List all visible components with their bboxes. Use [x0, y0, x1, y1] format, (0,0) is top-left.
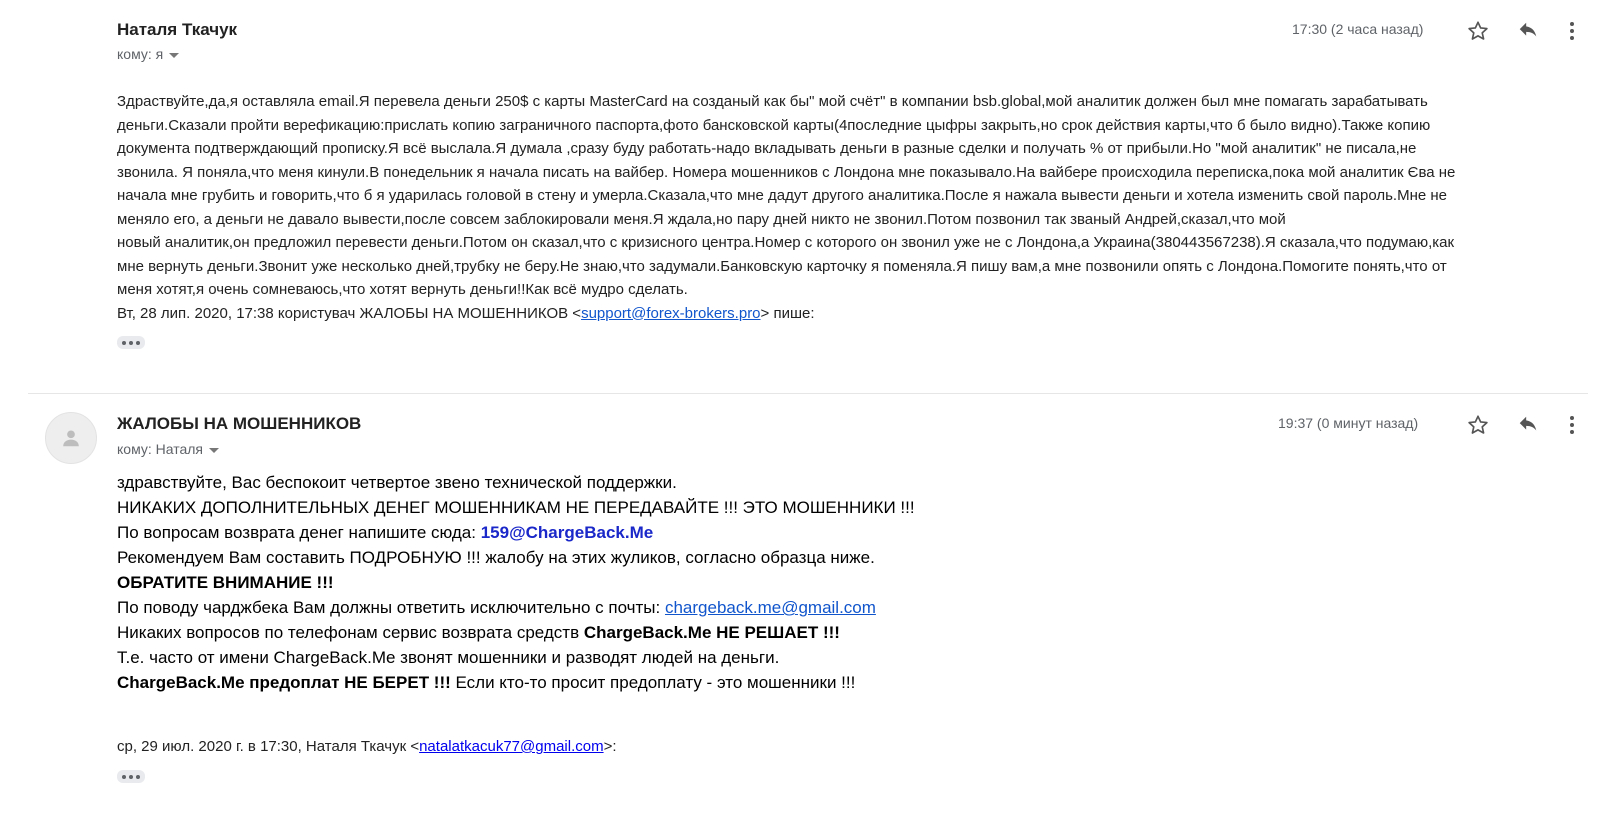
- body-text: По поводу чарджбека Вам должны ответить исключительно с почты:: [117, 598, 665, 617]
- reply-icon: [1516, 414, 1540, 436]
- body-line: Рекомендуем Вам составить ПОДРОБНУЮ !!! жалобу на этих жуликов, согласно образца ниже.: [117, 548, 875, 567]
- body-text: По вопросам возврата денег напишите сюда:: [117, 523, 481, 542]
- recipient-line[interactable]: [117, 46, 179, 62]
- message-time: 19:37 (0 минут назад): [1278, 415, 1419, 431]
- recipient-line[interactable]: [117, 441, 219, 457]
- recipient-label: кому: Наталя: [117, 441, 204, 457]
- more-horizontal-icon: [122, 341, 126, 345]
- body-line: звонила. Я поняла,что меня кинули.В понедельник я начала писать на вайбер. Номера мошенников с Лондона мне показывало.На вайбере происходила переписка,пока мой аналитик Єва не: [117, 163, 1456, 181]
- star-icon: [1467, 414, 1489, 436]
- body-line: меняло его, а деньги не давало вывести,после совсем заблокировали меня.Я ждала,но пару дней никто не звонил.Потом позвонил так званый Андрей,сказал,что мой: [117, 210, 1286, 228]
- chargeback-email-link[interactable]: chargeback.me@gmail.com: [664, 598, 876, 617]
- show-trimmed-content-button[interactable]: [117, 336, 145, 349]
- body-line: Т.е. часто от имени ChargeBack.Me звонят мошенники и разводят людей на деньги.: [117, 648, 780, 667]
- more-options-button[interactable]: [1562, 16, 1582, 46]
- more-options-button[interactable]: [1562, 410, 1582, 440]
- show-trimmed-content-button[interactable]: [117, 770, 145, 783]
- body-line: меня хотят,я очень сомневаюсь,что хотят вернуть деньги!!Как всё мудро сделать.: [117, 281, 688, 298]
- body-line: начала мне грубить и говорить,что б я ударилась головой в стену и умерла.Сказала,что мне дадут другого аналитика.После я нажала вывести деньги и хотела изменить свой пароль.Мне не: [117, 187, 1447, 204]
- quote-header: [117, 302, 1577, 326]
- body-line: [117, 670, 1317, 695]
- avatar[interactable]: [45, 412, 97, 464]
- reply-button[interactable]: [1512, 410, 1544, 440]
- quote-prefix: Вт, 28 лип. 2020, 17:38 користувач ЖАЛОБЫ НА МОШЕННИКОВ <: [117, 304, 582, 322]
- person-icon: [60, 427, 82, 449]
- quote-suffix: >:: [603, 738, 617, 755]
- sender-name[interactable]: Наталя Ткачук: [117, 20, 238, 39]
- more-horizontal-icon: [122, 775, 126, 779]
- message-body: [117, 90, 1577, 325]
- quote-header: [117, 738, 617, 755]
- more-vertical-icon: [1569, 415, 1575, 435]
- message-time: 17:30 (2 часа назад): [1292, 21, 1424, 37]
- body-text: Никаких вопросов по телефонам сервис возврата средств: [117, 623, 584, 642]
- quote-prefix: ср, 29 июл. 2020 г. в 17:30, Наталя Ткачук <: [117, 738, 420, 755]
- email-message-1: [0, 0, 1604, 390]
- star-button[interactable]: [1462, 410, 1494, 440]
- body-line: [117, 520, 1317, 545]
- body-line: [117, 620, 1317, 645]
- body-line: [117, 595, 1317, 620]
- body-text: Если кто-то просит предоплату - это мошенники !!!: [450, 673, 856, 692]
- contact-email: 159@ChargeBack.Me: [480, 523, 654, 542]
- message-divider: [28, 393, 1588, 394]
- message-actions: [1462, 16, 1582, 46]
- quote-email-link[interactable]: support@forex-brokers.pro: [581, 304, 761, 322]
- quote-suffix: > пише:: [760, 304, 815, 322]
- body-line: НИКАКИХ ДОПОЛНИТЕЛЬНЫХ ДЕНЕГ МОШЕННИКАМ НЕ ПЕРЕДАВАЙТЕ !!! ЭТО МОШЕННИКИ !!!: [117, 498, 915, 517]
- email-message-2: [0, 398, 1604, 818]
- message-body: [117, 470, 1317, 695]
- bold-text: ChargeBack.Me предоплат НЕ БЕРЕТ !!!: [117, 673, 451, 692]
- bold-text: ChargeBack.Me НЕ РЕШАЕТ !!!: [583, 623, 840, 642]
- body-line: деньги.Сказали пройти верефикацию:прислать копию заграничного паспорта,фото бансковской карты(4последние цыфры закрыть,но срок действия карты,что б было видно).Также копию: [117, 116, 1431, 134]
- recipient-label: кому: я: [117, 46, 164, 62]
- star-icon: [1467, 20, 1489, 42]
- reply-button[interactable]: [1512, 16, 1544, 46]
- message-actions: [1462, 410, 1582, 440]
- quote-email-link[interactable]: natalatkacuk77@gmail.com: [419, 738, 604, 755]
- body-line: здравствуйте, Вас беспокоит четвертое звено технической поддержки.: [117, 473, 677, 492]
- more-vertical-icon: [1569, 21, 1575, 41]
- sender-name[interactable]: ЖАЛОБЫ НА МОШЕННИКОВ: [117, 414, 362, 433]
- body-line: новый аналитик,он предложил перевести деньги.Потом он сказал,что с кризисного центра.Номер с которого он звонил уже не с Лондона,а Украина(380443567238).Я сказала,что подумаю,как: [117, 234, 1455, 251]
- chevron-down-icon[interactable]: [169, 53, 179, 58]
- reply-icon: [1516, 20, 1540, 42]
- star-button[interactable]: [1462, 16, 1494, 46]
- chevron-down-icon[interactable]: [209, 448, 219, 453]
- body-line: документа подтверждающий прописку.Я всё выслала.Я думала ,сразу буду работать-надо вкладывать деньги в разные сделки и получать % от прибыли.Но "мой аналитик" не писала,не: [117, 140, 1417, 157]
- body-line: Здраствуйте,да,я оставляла email.Я перевела деньги 250$ с карты MasterCard на созданый как бы" мой счёт" в компании bsb.global,мой аналитик должен был мне помагать зарабатывать: [117, 93, 1428, 110]
- body-line: мне вернуть деньги.Звонит уже несколько дней,трубку не беру.Не знаю,что задумали.Банковскую карточку я поменяла.Я пишу вам,а мне позвонили опять с Лондона.Помогите понять,что от: [117, 257, 1447, 275]
- attention-heading: ОБРАТИТЕ ВНИМАНИЕ !!!: [117, 573, 334, 592]
